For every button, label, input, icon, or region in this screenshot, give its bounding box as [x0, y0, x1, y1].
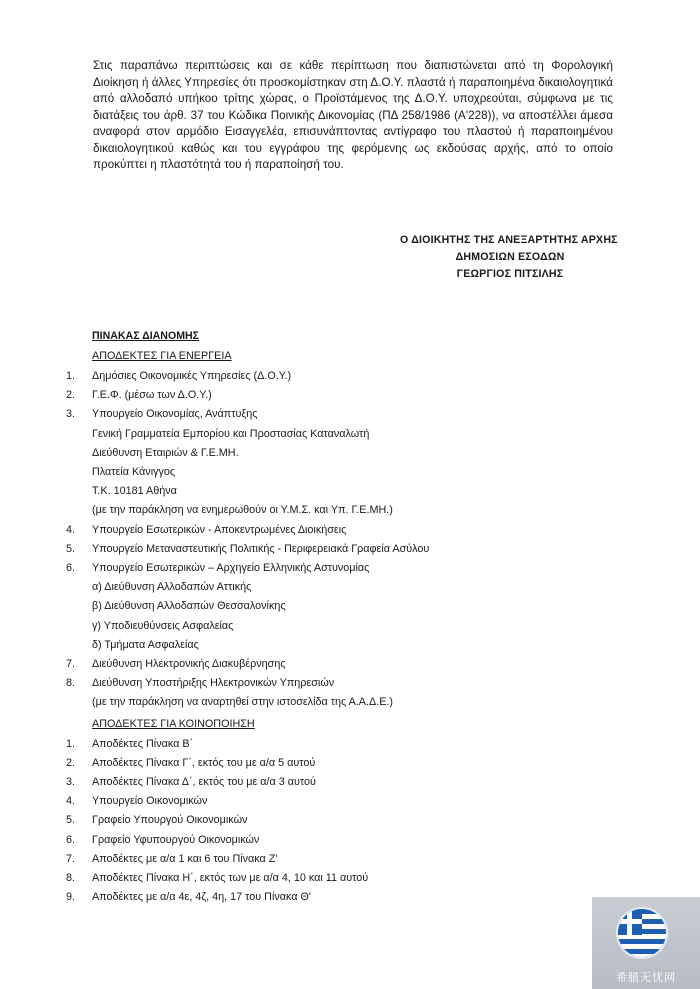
- list-item-text: Γραφείο Υπουργού Οικονομικών: [92, 814, 248, 827]
- list-item-text: Αποδέκτες με α/α 1 και 6 του Πίνακα Ζ': [92, 852, 278, 865]
- list-item-text: Αποδέκτες Πίνακα Δ΄, εκτός του με α/α 3 αυτού: [92, 776, 316, 788]
- list-item-number: 8.: [66, 872, 76, 884]
- list-item-text: Γ.Ε.Φ. (μέσω των Δ.Ο.Υ.): [92, 389, 212, 402]
- list-item-number: 5.: [66, 542, 76, 555]
- list-item-text: Διεύθυνση Ηλεκτρονικής Διακυβέρνησης: [92, 658, 286, 670]
- list-item-number: 4.: [66, 523, 76, 536]
- list-item-text: Υπουργείο Εσωτερικών - Αποκεντρωμένες Διοικήσεις: [92, 523, 347, 536]
- list-item-text: Αποδέκτες Πίνακα Η΄, εκτός των με α/α 4, 10 και 11 αυτού: [92, 872, 369, 884]
- list-item-text: Αποδέκτες Πίνακα Β΄: [92, 737, 194, 750]
- list-item-number: 3.: [66, 776, 76, 788]
- signature-title: Ο ΔΙΟΙΚΗΤΗΣ ΤΗΣ ΑΝΕΞΑΡΤΗΤΗΣ ΑΡΧΗΣ: [400, 234, 618, 246]
- list-item-number: 1.: [66, 737, 76, 750]
- list-item-number: 9.: [66, 891, 76, 904]
- list-item-number: 7.: [66, 658, 76, 670]
- list-item-number: 1.: [66, 370, 76, 382]
- list-item-text: Υπουργείο Οικονομίας, Ανάπτυξης: [92, 408, 258, 421]
- list-item-number: 2.: [66, 389, 76, 402]
- signature-name: ΓΕΩΡΓΙΟΣ ΠΙΤΣΙΛΗΣ: [456, 268, 564, 280]
- info-recipients-title: ΑΠΟΔΕΚΤΕΣ ΓΙΑ ΚΟΙΝΟΠΟΙΗΣΗ: [92, 717, 255, 730]
- list-item-text: (με την παράκληση να αναρτηθεί στην ιστοσελίδα της Α.Α.Δ.Ε.): [92, 696, 394, 709]
- list-item-number: 7.: [66, 852, 76, 865]
- list-item-text: γ) Υποδιευθύνσεις Ασφαλείας: [92, 619, 234, 632]
- list-item-text: Δημόσιες Οικονομικές Υπηρεσίες (Δ.Ο.Υ.): [92, 370, 292, 382]
- list-item-number: 2.: [66, 756, 76, 769]
- list-item-text: Γενική Γραμματεία Εμπορίου και Προστασίας Καταναλωτή: [92, 427, 370, 440]
- list-item-text: Γραφείο Υφυπουργού Οικονομικών: [92, 833, 260, 846]
- list-item-text: (με την παράκληση να ενημερωθούν οι Υ.Μ.Σ. και Υπ. Γ.Ε.ΜΗ.): [92, 504, 393, 517]
- greek-flag-icon: [616, 907, 668, 959]
- list-item-text: Αποδέκτες Πίνακα Γ΄, εκτός του με α/α 5 αυτού: [92, 756, 316, 769]
- site-watermark: [592, 897, 700, 989]
- list-item-text: α) Διεύθυνση Αλλοδαπών Αττικής: [92, 581, 252, 594]
- list-item-text: δ) Τμήματα Ασφαλείας: [92, 638, 199, 651]
- body-paragraph: Στις παραπάνω περιπτώσεις και σε κάθε περίπτωση που διαπιστώνεται από τη Φορολογική Διοίκηση ή άλλες Υπηρεσίες ότι προσκομίστηκαν στη Δ.Ο.Υ. πλαστά ή παραποιημένα δικαιολογητικά από αλλοδαπό υπήκοο τρίτης χώρας, ο Προϊστάμενος της Δ.Ο.Υ. υποχρεούται, σύμφωνα με τις διατάξεις του άρθ. 37 του Κώδικα Ποινικής Δικονομίας (ΠΔ 258/1986 (Α'228)), να αποστέλλει άμεσα αναφορά στον αρμόδιο Εισαγγελέα, επισυνάπτοντας αντίγραφο του πλαστού ή παραποιημένου δικαιολογητικού καθώς και του εγγράφου της φερόμενης ως εκδούσας αρχής, από το οποίο προκύπτει η πλαστότητά του ή παραποίησή του.: [93, 59, 613, 171]
- list-item-text: Διεύθυνση Υποστήριξης Ηλεκτρονικών Υπηρεσιών: [92, 677, 335, 690]
- list-item-number: 6.: [66, 562, 76, 574]
- distribution-title: ΠΙΝΑΚΑΣ ΔΙΑΝΟΜΗΣ: [92, 330, 200, 342]
- list-item-text: β) Διεύθυνση Αλλοδαπών Θεσσαλονίκης: [92, 600, 286, 613]
- list-item-text: Υπουργείο Μεταναστευτικής Πολιτικής - Περιφερειακά Γραφεία Ασύλου: [92, 542, 430, 555]
- list-item-number: 5.: [66, 814, 76, 827]
- signature-authority: ΔΗΜΟΣΙΩΝ ΕΣΟΔΩΝ: [455, 251, 565, 263]
- list-item-text: Πλατεία Κάνιγγος: [92, 466, 176, 478]
- action-recipients-title: ΑΠΟΔΕΚΤΕΣ ΓΙΑ ΕΝΕΡΓΕΙΑ: [92, 350, 232, 362]
- list-item-text: Διεύθυνση Εταιριών & Γ.Ε.ΜΗ.: [92, 446, 239, 459]
- list-item-text: Υπουργείο Εσωτερικών – Αρχηγείο Ελληνικής Αστυνομίας: [92, 562, 370, 574]
- signature-block: [360, 232, 660, 283]
- list-item-text: Τ.Κ. 10181 Αθήνα: [92, 485, 177, 498]
- list-item-number: 4.: [66, 795, 76, 808]
- list-item-number: 8.: [66, 677, 76, 690]
- list-item-text: Υπουργείο Οικονομικών: [92, 795, 208, 808]
- list-item-number: 3.: [66, 408, 76, 421]
- list-item-number: 6.: [66, 833, 76, 846]
- watermark-text: 希腊无忧网: [616, 971, 676, 984]
- list-item-text: Αποδέκτες με α/α 4ε, 4ζ, 4η, 17 του Πίνακα Θ': [92, 891, 311, 904]
